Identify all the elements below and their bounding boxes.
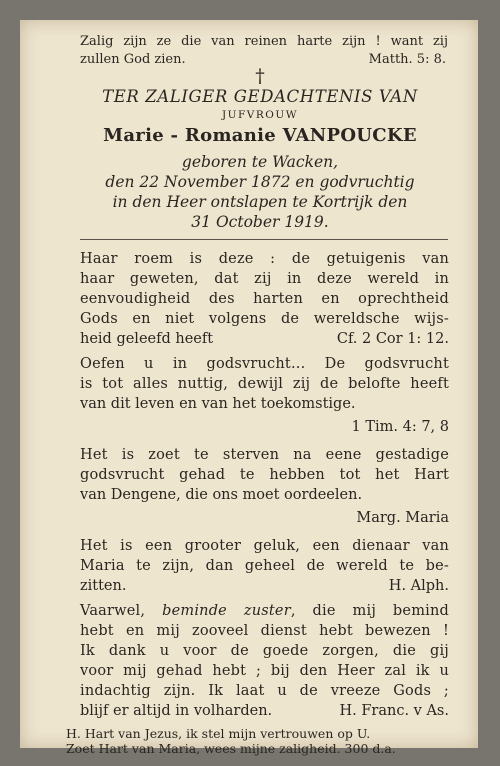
paragraph-line: Het is zoet te sterven na eene gestadige: [80, 447, 449, 463]
epigraph-line-1: Zalig zijn ze die van reinen harte zijn ! want zij: [80, 34, 448, 49]
paragraph-line: Het is een grooter geluk, een dienaar van: [80, 538, 449, 554]
paragraph-line: godsvrucht gehad te hebben tot het Hart: [80, 467, 449, 483]
birth-line: geboren te Wacken,: [181, 153, 339, 171]
quote-attribution: Marg. Maria: [356, 510, 449, 526]
paragraph-line: hebt en mij zooveel dienst hebt bewezen !: [80, 623, 449, 639]
paragraph-line: Maria te zijn, dan geheel de wereld te be-: [80, 558, 449, 574]
paragraph-line: Oefen u in godsvrucht... De godsvrucht: [80, 356, 449, 372]
date-line-3: 31 October 1919.: [191, 213, 329, 231]
header-title: TER ZALIGER GEDACHTENIS VAN: [102, 87, 418, 106]
paragraph-line: Gods en niet volgens de wereldsche wijs-: [80, 311, 449, 327]
paragraph-line: Haar roem is deze : de getuigenis van: [80, 251, 449, 267]
paragraph-line: eenvoudigheid des harten en oprechtheid: [80, 291, 449, 307]
scripture-reference: Cf. 2 Cor 1: 12.: [336, 331, 449, 347]
farewell-text: Vaarwel,: [80, 603, 163, 619]
farewell-text: , die mij bemind: [290, 603, 449, 619]
epigraph-reference: Matth. 5: 8.: [368, 52, 446, 67]
divider-rule: [80, 239, 448, 240]
paragraph-line: is tot alles nuttig, dewijl zij de belofte heeft: [80, 376, 449, 392]
prayer-line-1: H. Hart van Jezus, ik stel mijn vertrouwen op U.: [66, 726, 371, 741]
header-honorific: JUFVROUW: [221, 109, 299, 121]
quote-attribution: H. Alph.: [388, 578, 449, 594]
quote-attribution: H. Franc. v As.: [339, 703, 449, 719]
date-line-1: den 22 November 1872 en godvruchtig: [105, 173, 415, 191]
deceased-name: Marie - Romanie VANPOUCKE: [103, 125, 417, 146]
paragraph-line: blijf er altijd in volharden.: [80, 703, 273, 719]
paragraph-line: indachtig zijn. Ik laat u de vreeze Gods ;: [80, 683, 449, 699]
date-line-2: in den Heer ontslapen te Kortrijk den: [112, 193, 408, 211]
memorial-card: [20, 20, 478, 756]
paragraph-line: heid geleefd heeft: [80, 331, 214, 347]
paragraph-line: van dit leven en van het toekomstige.: [80, 396, 356, 412]
scripture-reference: 1 Tim. 4: 7, 8: [351, 419, 449, 435]
epigraph-line-2: zullen God zien.: [80, 52, 186, 67]
paragraph-line: haar geweten, dat zij in deze wereld in: [80, 271, 449, 287]
cross-symbol: †: [255, 65, 265, 87]
prayer-line-2: Zoet Hart van Maria, wees mijne zaligheid. 300 d.a.: [66, 741, 396, 756]
farewell-emphasis: beminde zuster: [162, 603, 291, 619]
paragraph-line: voor mij gehad hebt ; bij den Heer zal ik u: [80, 663, 449, 679]
paragraph-line: Ik dank u voor de goede zorgen, die gij: [80, 643, 449, 659]
paragraph-line: zitten.: [80, 578, 127, 594]
paragraph-line: [80, 603, 449, 619]
paragraph-line: van Dengene, die ons moet oordeelen.: [80, 487, 363, 503]
